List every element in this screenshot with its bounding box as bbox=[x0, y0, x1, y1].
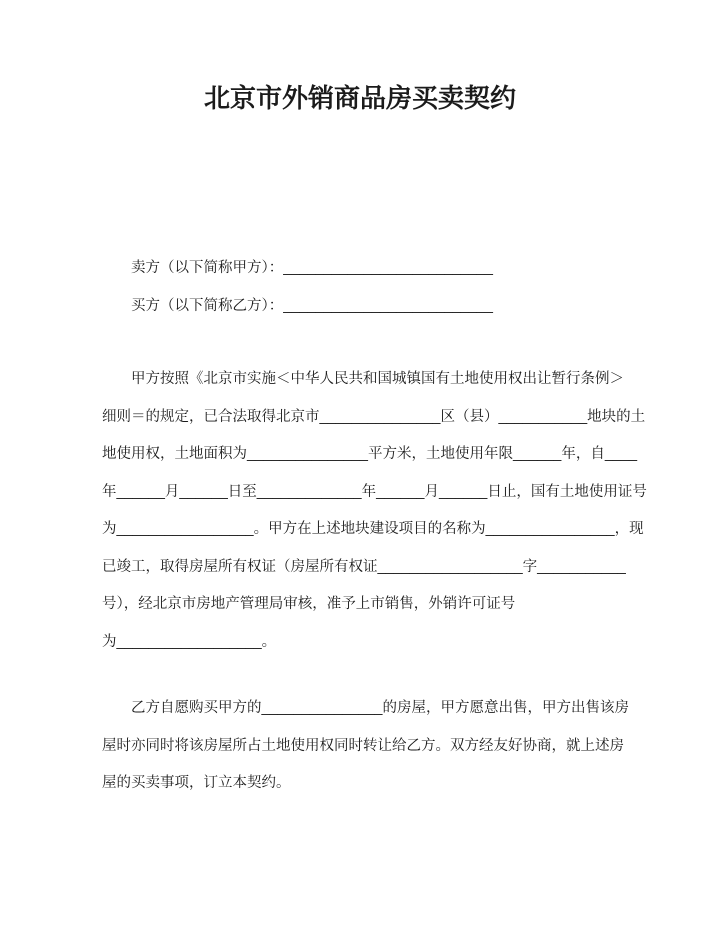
contract-body bbox=[102, 361, 647, 803]
text-line: 地使用权，土地面积为_______________平方米，土地使用年限______年，自____ bbox=[102, 446, 638, 462]
paragraph bbox=[102, 361, 647, 661]
text-line: 已竣工，取得房屋所有权证（房屋所有权证__________________字___________ bbox=[102, 558, 626, 575]
paragraph bbox=[102, 690, 630, 803]
text-line: 屋的买卖事项，订立本契约。 bbox=[102, 775, 291, 791]
text-line: 年______月______日至_____________年______月______日止，国有土地使用证号 bbox=[102, 483, 647, 500]
text-line: 为__________________。 bbox=[102, 633, 277, 650]
text-line: 屋时亦同时将该房屋所占土地使用权同时转让给乙方。双方经友好协商，就上述房 bbox=[102, 737, 624, 754]
party-line: 买方（以下简称乙方）：__________________________ bbox=[102, 297, 493, 314]
party-line: 卖方（以下简称甲方）：__________________________ bbox=[102, 260, 493, 276]
text-line: 甲方按照《北京市实施＜中华人民共和国城镇国有土地使用权出让暂行条例＞ bbox=[102, 371, 624, 387]
text-line: 为_________________。甲方在上述地块建设项目的名称为________________，现 bbox=[102, 521, 644, 537]
party-block bbox=[102, 250, 630, 325]
text-line: 乙方自愿购买甲方的_______________的房屋，甲方愿意出售，甲方出售该房 bbox=[102, 700, 629, 716]
text-line: 细则＝的规定，已合法取得北京市_______________区（县）___________地块的土 bbox=[102, 408, 646, 425]
text-line: 号），经北京市房地产管理局审核，准予上市销售，外销许可证号 bbox=[102, 596, 516, 612]
document-title: 北京市外销商品房买卖契约 bbox=[203, 83, 516, 113]
